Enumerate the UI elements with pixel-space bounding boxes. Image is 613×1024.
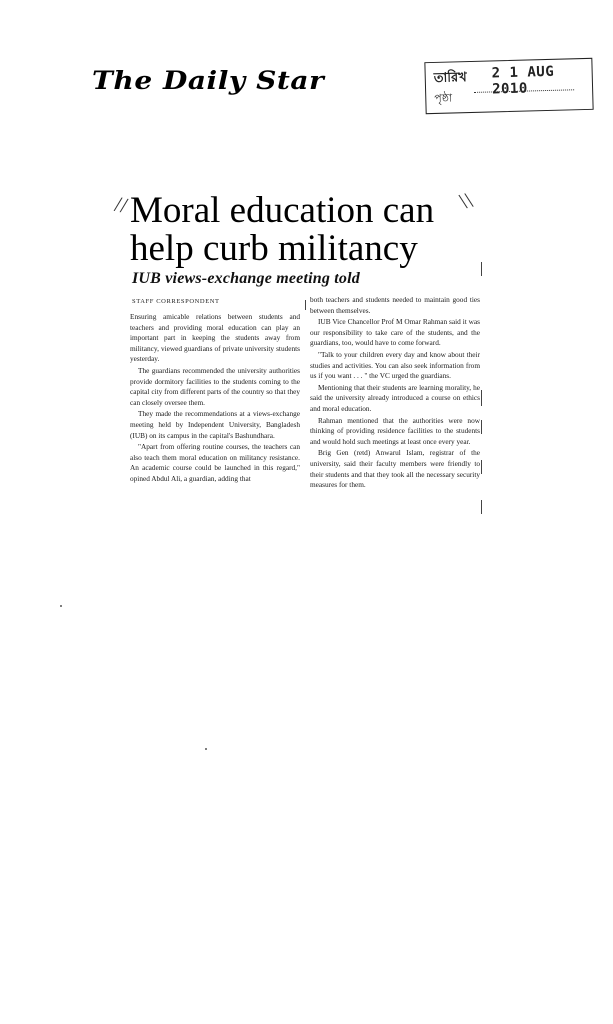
scan-speck bbox=[205, 748, 207, 750]
cut-line-right-4 bbox=[481, 460, 482, 474]
pen-mark-left: // bbox=[112, 191, 130, 219]
article-column-1 bbox=[130, 312, 300, 486]
stamp-date-label: তারিখ bbox=[433, 70, 467, 86]
headline-line-2: help curb militancy bbox=[130, 228, 418, 269]
headline-line-1: Moral education can bbox=[130, 190, 435, 231]
col1-paragraph: Ensuring amicable relations between students and teachers and providing moral education can play an important part in keeping the students away from militancy, viewed guardians of private university students yesterday. bbox=[130, 312, 300, 364]
col2-paragraph: "Talk to your children every day and know about their studies and activities. You can also seek information from us if you want . . . " the VC urged the guardians. bbox=[310, 349, 480, 381]
cut-line-right-2 bbox=[481, 390, 482, 406]
pen-mark-right: \\ bbox=[457, 186, 475, 215]
stamp-page-label: পৃষ্ঠা bbox=[434, 91, 453, 105]
col2-paragraph: Mentioning that their students are learning morality, he said the university already introduced a course on ethics and moral education. bbox=[310, 382, 480, 413]
col2-paragraph: Rahman mentioned that the authorities were now thinking of providing residence facilities to the students and would hold such meetings at least once every year. bbox=[310, 415, 480, 446]
col2-paragraph: both teachers and students needed to maintain good ties between themselves. bbox=[310, 295, 480, 315]
article-subhead: IUB views-exchange meeting told bbox=[132, 270, 360, 287]
col2-paragraph: Brig Gen (retd) Anwarul Islam, registrar of the university, said their faculty members were friendly to their students and that they took all the necessary security measures for them. bbox=[310, 448, 480, 490]
cut-line-right-3 bbox=[481, 420, 482, 434]
date-stamp bbox=[424, 58, 593, 114]
article-byline: STAFF CORRESPONDENT bbox=[132, 298, 220, 305]
scan-speck bbox=[60, 605, 62, 607]
cut-line-right-5 bbox=[481, 500, 482, 514]
cut-line-right-1 bbox=[481, 262, 482, 276]
stamp-date-value: 2 1 AUG 2010 bbox=[491, 63, 555, 98]
col2-paragraph: IUB Vice Chancellor Prof M Omar Rahman said it was our responsibility to take care of the students, and the guardians, too, would have to come forward. bbox=[310, 317, 480, 348]
article-column-2 bbox=[310, 295, 480, 492]
newspaper-masthead: The Daily Star bbox=[92, 66, 325, 95]
col1-paragraph: The guardians recommended the university authorities provide dormitory facilities to the students coming to the capital city from different parts of the country so that they can closely oversee them. bbox=[130, 365, 300, 407]
col1-paragraph: They made the recommendations at a views-exchange meeting held by Independent University, Bangladesh (IUB) on its campus in the capital's Bashundhara. bbox=[130, 409, 300, 440]
cut-line-right-6 bbox=[305, 300, 306, 310]
article-headline bbox=[130, 192, 480, 268]
col1-paragraph: "Apart from offering routine courses, the teachers can also teach them moral education on militancy resistance. An academic course could be launched in this regard," opined Abdul Ali, a guardian, adding that bbox=[130, 442, 300, 483]
